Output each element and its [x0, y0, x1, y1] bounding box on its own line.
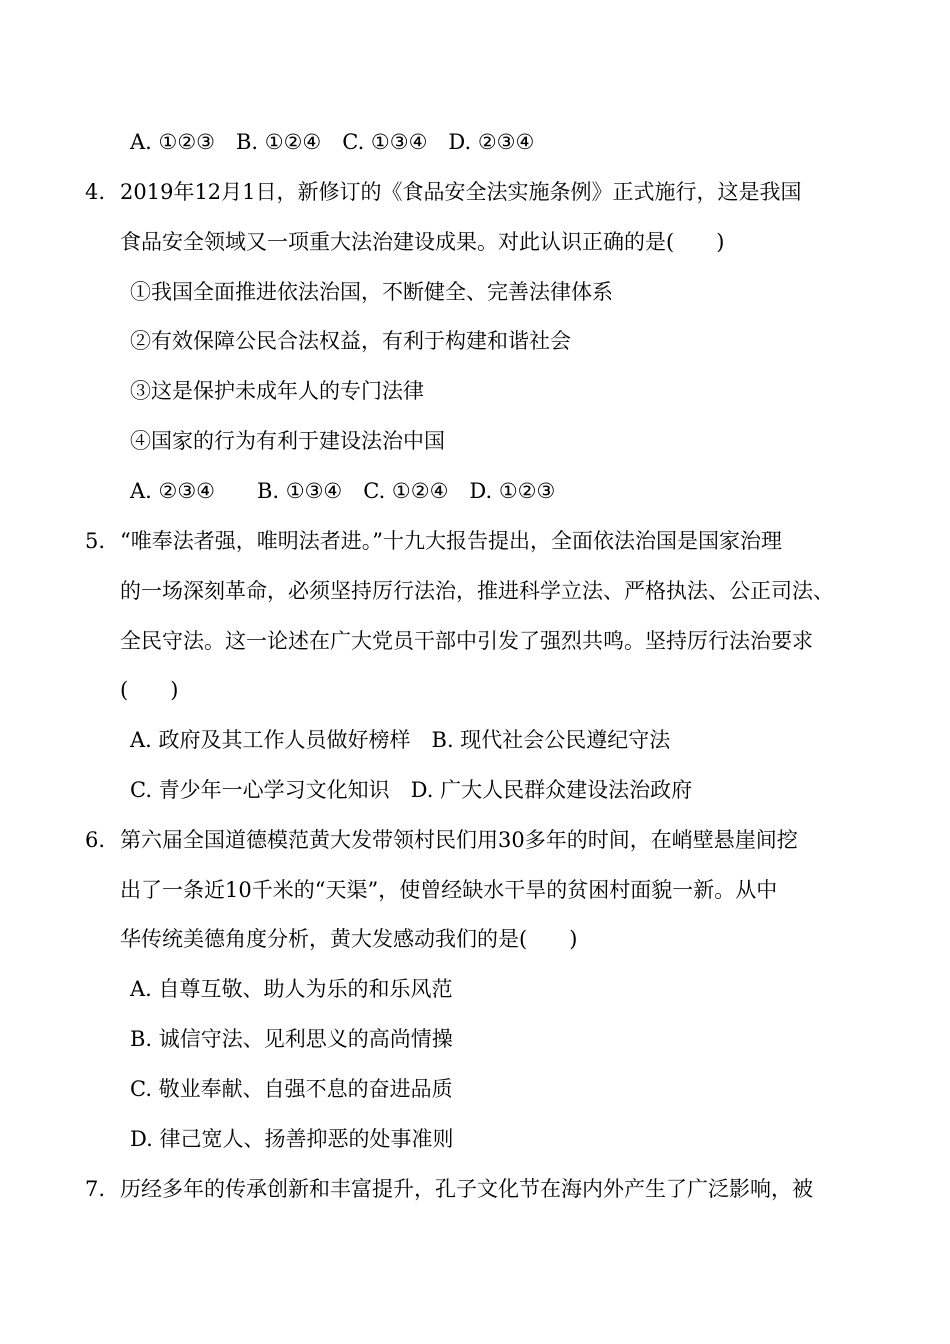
q6-option-a: A. 自尊互敬、助人为乐的和乐风范 — [130, 977, 453, 1001]
q3-options: A. ①②③ B. ①②④ C. ①③④ D. ②③④ — [130, 130, 535, 154]
q4-stem-line-2: 食品安全领域又一项重大法治建设成果。对此认识正确的是( ) — [120, 230, 725, 254]
q4-statement-3: ③这是保护未成年人的专门法律 — [130, 379, 424, 403]
q6-stem-line-1: 第六届全国道德模范黄大发带领村民们用30多年的时间，在峭壁悬崖间挖 — [120, 828, 798, 852]
q5-stem-line-1: “唯奉法者强，唯明法者进。”十九大报告提出，全面依法治国是国家治理 — [120, 529, 782, 553]
q5-stem-line-2: 的一场深刻革命，必须坚持厉行法治，推进科学立法、严格执法、公正司法、 — [120, 579, 834, 603]
q6-option-d: D. 律己宽人、扬善抑恶的处事准则 — [130, 1127, 454, 1151]
q4-statement-1: ①我国全面推进依法治国，不断健全、完善法律体系 — [130, 280, 613, 304]
q7-stem-line-1: 历经多年的传承创新和丰富提升，孔子文化节在海内外产生了广泛影响，被 — [120, 1177, 813, 1201]
q5-options-line-1: A. 政府及其工作人员做好榜样 B. 现代社会公民遵纪守法 — [130, 728, 671, 752]
q6-number: 6. — [85, 828, 106, 852]
q6-stem-line-3: 华传统美德角度分析，黄大发感动我们的是( ) — [120, 927, 578, 951]
q5-number: 5. — [85, 529, 106, 553]
q4-number: 4. — [85, 180, 106, 204]
q4-statement-2: ②有效保障公民合法权益，有利于构建和谐社会 — [130, 329, 571, 353]
q4-stem-line-1: 2019年12月1日，新修订的《食品安全法实施条例》正式施行，这是我国 — [120, 180, 802, 204]
q5-stem-line-3: 全民守法。这一论述在广大党员干部中引发了强烈共鸣。坚持厉行法治要求 — [120, 629, 813, 653]
q6-option-c: C. 敬业奉献、自强不息的奋进品质 — [130, 1077, 453, 1101]
q5-options-line-2: C. 青少年一心学习文化知识 D. 广大人民群众建设法治政府 — [130, 778, 693, 802]
q4-options: A. ②③④ B. ①③④ C. ①②④ D. ①②③ — [130, 479, 556, 503]
q4-statement-4: ④国家的行为有利于建设法治中国 — [130, 429, 445, 453]
q6-option-b: B. 诚信守法、见利思义的高尚情操 — [130, 1027, 453, 1051]
q7-number: 7. — [85, 1177, 106, 1201]
q6-stem-line-2: 出了一条近10千米的“天渠”，使曾经缺水干旱的贫困村面貌一新。从中 — [120, 878, 778, 902]
q5-stem-line-4: ( ) — [120, 678, 179, 702]
